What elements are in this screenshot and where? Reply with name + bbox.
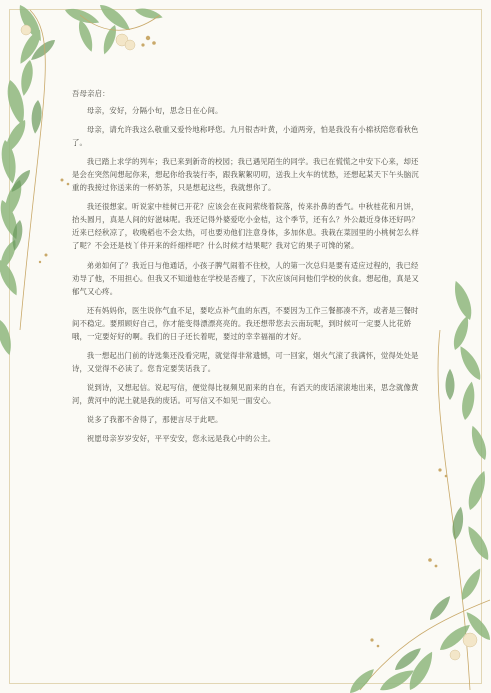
letter-paragraph: 母亲，请允许我这么敬重又爱怜地称呼您。九月银杏叶黄，小道两旁，怕是我没有小棉袄陪您看秋色了。	[72, 125, 419, 148]
letter-paragraph: 说到诗，又想起信。说起写信，便觉得比视频见面来的自在，有滔天的废话滚滚地出来，思念就像黄河，黄河中的泥土就是我的废话。可写信又不如见一面安心。	[72, 382, 419, 405]
letter-paragraph: 母亲，安好，分隔小旬，思念日在心间。	[86, 106, 223, 116]
letter-paragraph: 弟弟如何了？我近日与他通话，小孩子脾气闹着不住校，人的第一次总归是要有适应过程的，我已经劝导了他，不用担心。但我又不知道他在学校是否瘦了，下次应该问问他们学校的伙食。想起他，真是又郁气又心疼。	[72, 260, 419, 296]
letter-paragraph: 我还很想家。听说家中桂树已开花？应该会在夜间萦绕着院落，传来扑鼻的香气。中秋桂花和月饼，抬头圆月，真是人间的好滋味呢。我还记得外婆爱吃小金桔，这个季节，还有么？外公最近身体还好吗？近来已经秋凉了，收晚稻也不会太热，可也要劝他们注意身体，多加休息。我栽在菜园里的小桃树怎么样了呢？不会还是枝丫伴开来的纤细样吧？什么时候才结果呢？我对它的果子可馋的紧。	[72, 202, 419, 251]
letter-greeting: 吾母亲启：	[72, 89, 110, 98]
letter-paragraph: 我已踏上求学的列车；我已来到新奇的校园；我已遇见陌生的同学。我已在慌慌之中安下心来，却还是会在突然间想起你来，想起你给我装行李，跟我絮絮叨叨，送我上火车的忧愁，还想起某天下午头脑沉重的我接过你送来的一杯奶茶，只是想起这些，我就想你了。	[72, 157, 419, 193]
letter-paragraph: 还有妈妈你，医生说你气血不足，要吃点补气血的东西，不要因为工作三餐都凑不齐，或者是三餐时间不稳定。要照顾好自己，你才能变得漂漂亮亮的。我还想带您去云南玩呢，到时候可一定要人比花娇哦，一定要好好的啊。我们的日子还长着呢，要过的幸幸福福的才好。	[72, 305, 419, 341]
letter-body	[72, 87, 424, 451]
letter-paragraph: 我一想起出门前的诗选集还没看完呢，就觉得非常遗憾，可一回家，烟火气滚了我满怀，觉得处处是诗，又觉得不必读了。您肯定要笑话我了。	[72, 350, 419, 373]
letter-paragraph: 说多了我都不舍得了，那便言尽于此吧。	[86, 414, 223, 424]
letter-paragraph: 祝愿母亲岁岁安好，平平安安，您永远是我心中的公主。	[86, 434, 276, 444]
